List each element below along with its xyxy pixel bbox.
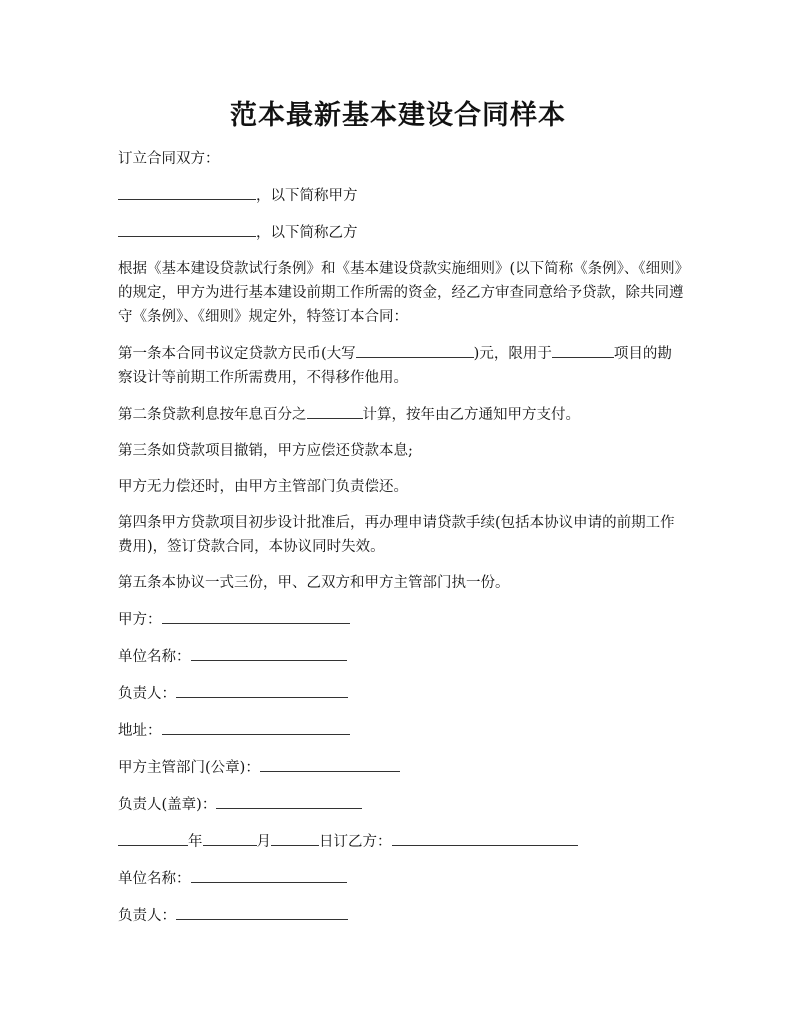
person-b-label: 负责人： (118, 908, 176, 924)
day-blank (271, 829, 319, 846)
year-blank (118, 829, 188, 846)
party-a-label: 甲方： (118, 612, 162, 628)
article-3-continued: 甲方无力偿还时，由甲方主管部门负责偿还。 (118, 479, 408, 495)
address-label: 地址： (118, 723, 162, 739)
party-b-line (118, 220, 684, 245)
article-4: 第四条甲方贷款项目初步设计批准后，再办理申请贷款手续(包括本协议申请的前期工作费用)，签订贷款合同，本协议同时失效。 (118, 515, 675, 555)
article-1-part3: 项目的勘察设计等前期工作所需费用，不得移作他用。 (118, 346, 672, 386)
amount-blank (356, 341, 474, 358)
unit-name-a-line (118, 644, 684, 669)
person-a-blank (176, 681, 348, 698)
address-line (118, 718, 684, 743)
month-blank (203, 829, 257, 846)
month-label: 月 (256, 834, 271, 850)
address-blank (162, 718, 350, 735)
person-a-line (118, 681, 684, 706)
article-5: 第五条本协议一式三份，甲、乙双方和甲方主管部门执一份。 (118, 575, 510, 591)
parties-intro: 订立合同双方： (118, 151, 220, 167)
article-1-part2: )元，限用于 (473, 346, 552, 362)
date-party-b-line (118, 829, 684, 854)
party-a-sign-blank (162, 607, 350, 624)
authority-line (118, 755, 684, 780)
document-body (118, 147, 684, 940)
article-2-part1: 第二条贷款利息按年息百分之 (118, 407, 307, 423)
person-seal-line (118, 792, 684, 817)
preamble-paragraph: 根据《基本建设贷款试行条例》和《基本建设贷款实施细则》(以下简称《条例》、《细则》的规定，甲方为进行基本建设前期工作所需的资金，经乙方审查同意给予贷款，除共同遵守《条例》、《细则》规定外，特签订本合同： (118, 261, 684, 325)
party-a-blank (118, 183, 256, 200)
authority-blank (260, 755, 400, 772)
unit-name-b-label: 单位名称： (118, 871, 191, 887)
party-a-sign-line (118, 607, 684, 632)
article-2 (118, 402, 684, 427)
year-label: 年 (188, 834, 203, 850)
unit-name-b-line (118, 866, 684, 891)
person-seal-blank (216, 792, 362, 809)
party-a-ref: ，以下简称甲方 (256, 188, 358, 204)
authority-label: 甲方主管部门(公章)： (118, 760, 260, 776)
person-seal-label: 负责人(盖章)： (118, 797, 217, 813)
document-title: 范本最新基本建设合同样本 (230, 100, 566, 131)
person-b-blank (176, 903, 348, 920)
unit-name-a-label: 单位名称： (118, 649, 191, 665)
unit-name-a-blank (191, 644, 347, 661)
day-party-b-label: 日订乙方： (319, 834, 392, 850)
person-a-label: 负责人： (118, 686, 176, 702)
party-b-sign-blank (392, 829, 578, 846)
article-1 (118, 341, 684, 390)
article-3: 第三条如贷款项目撤销，甲方应偿还贷款本息; (118, 443, 413, 459)
project-blank (552, 341, 614, 358)
article-1-part1: 第一条本合同书议定贷款方民币(大写 (118, 346, 356, 362)
party-b-blank (118, 220, 256, 237)
unit-name-b-blank (191, 866, 347, 883)
party-a-line (118, 183, 684, 208)
article-2-part2: 计算，按年由乙方通知甲方支付。 (362, 407, 580, 423)
person-b-line (118, 903, 684, 928)
interest-blank (307, 402, 363, 419)
party-b-ref: ，以下简称乙方 (256, 225, 358, 241)
